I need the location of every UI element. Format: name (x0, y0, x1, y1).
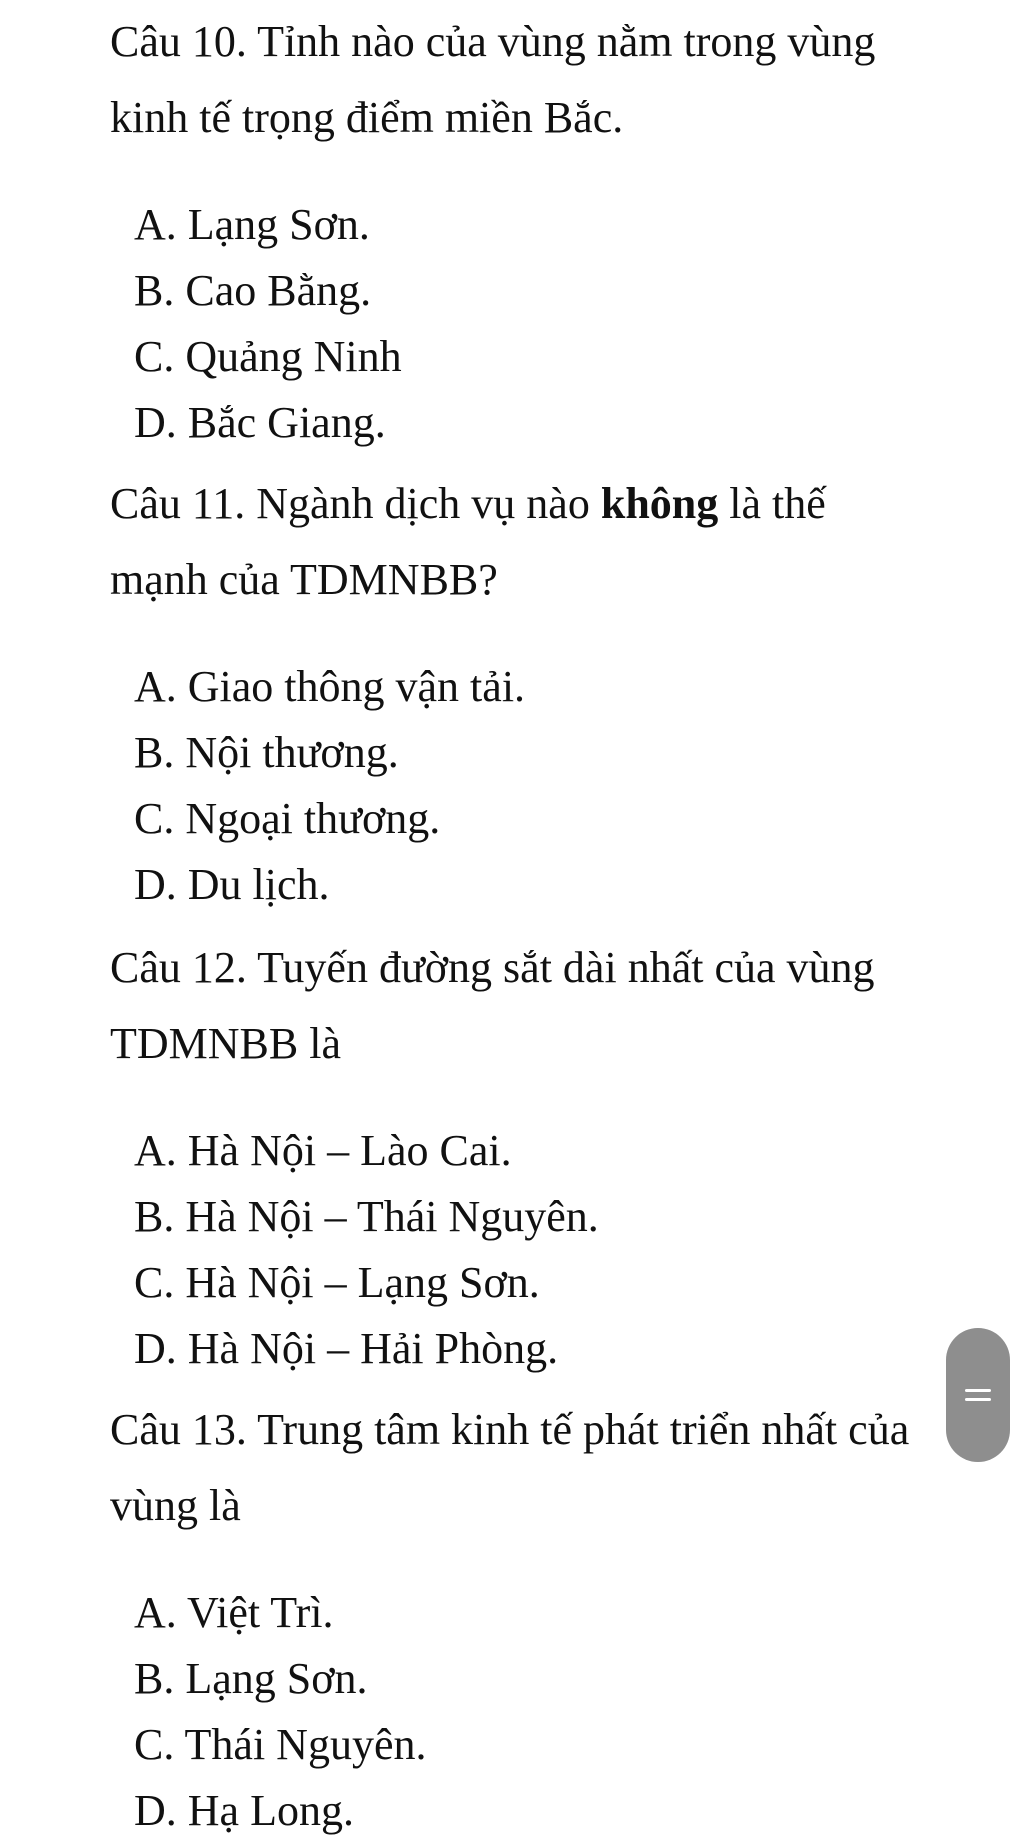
question-text-end: là thế mạnh của TDMNBB? (110, 479, 826, 604)
question-text: Câu 12. Tuyến đường sắt dài nhất của vùng TDMNBB là (110, 943, 875, 1068)
question-12 (110, 930, 910, 1382)
question-text: Câu 10. Tỉnh nào của vùng nằm trong vùng kinh tế trọng điểm miền Bắc. (110, 17, 876, 142)
option-list (110, 654, 910, 918)
question-text (110, 466, 910, 618)
option-d: D. Du lịch. (134, 860, 330, 909)
option-list (110, 192, 910, 456)
option-a: A. Giao thông vận tải. (134, 662, 526, 711)
question-13 (110, 1392, 910, 1844)
option-c: C. Ngoại thương. (134, 794, 441, 843)
option-list (110, 1580, 910, 1844)
option-a: A. Việt Trì. (134, 1588, 334, 1637)
option-d: D. Bắc Giang. (134, 398, 386, 447)
scroll-handle[interactable] (946, 1328, 1010, 1462)
emphasis-word: không (600, 479, 719, 528)
option-b: B. Cao Bằng. (134, 266, 372, 315)
option-a: A. Hà Nội – Lào Cai. (134, 1126, 512, 1175)
option-c: C. Quảng Ninh (134, 332, 402, 381)
question-text-start: Câu 11. Ngành dịch vụ nào (110, 479, 601, 528)
question-11 (110, 466, 910, 918)
option-c: C. Thái Nguyên. (134, 1720, 427, 1769)
option-b: B. Hà Nội – Thái Nguyên. (134, 1192, 599, 1241)
option-d: D. Hà Nội – Hải Phòng. (134, 1324, 559, 1373)
option-c: C. Hà Nội – Lạng Sơn. (134, 1258, 540, 1307)
drag-handle-icon (965, 1389, 991, 1401)
option-a: A. Lạng Sơn. (134, 200, 370, 249)
option-d: D. Hạ Long. (134, 1786, 354, 1835)
option-list (110, 1118, 910, 1382)
option-b: B. Lạng Sơn. (134, 1654, 368, 1703)
option-b: B. Nội thương. (134, 728, 399, 777)
question-10 (110, 4, 910, 456)
question-text: Câu 13. Trung tâm kinh tế phát triển nhất của vùng là (110, 1405, 910, 1530)
